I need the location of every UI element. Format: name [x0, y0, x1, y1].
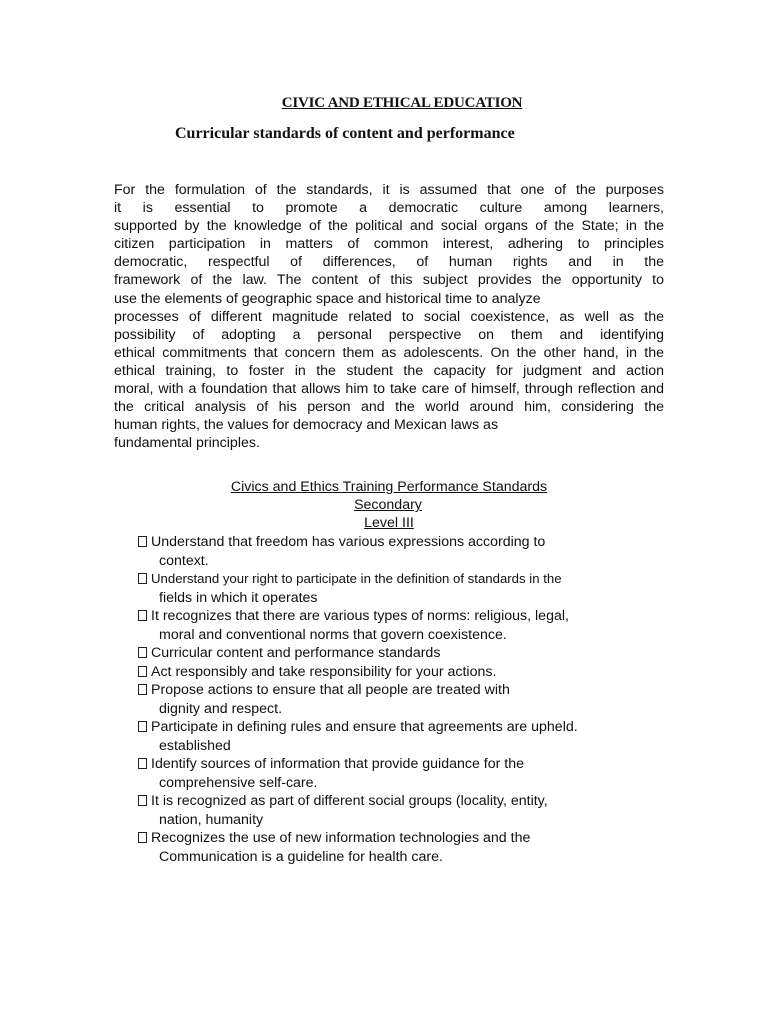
checkbox-bullet-icon: [138, 573, 147, 584]
section-heading: Civics and Ethics Training Performance Standards: [230, 479, 548, 495]
list-item: [138, 570, 698, 607]
intro-line: possibility of adopting a personal perspective on them and identifying: [114, 326, 664, 343]
level-group: Secondary: [354, 497, 422, 514]
document-subtitle: Curricular standards of content and performance: [175, 125, 515, 142]
list-item: [138, 829, 698, 866]
intro-line: ethical training, to foster in the student the capacity for judgment and action: [114, 362, 664, 379]
list-item: [138, 792, 698, 829]
standard-continuation: moral and conventional norms that govern coexistence.: [159, 626, 507, 643]
intro-line: framework of the law. The content of this subject provides the opportunity to: [114, 272, 664, 289]
intro-paragraph: [114, 181, 664, 452]
checkbox-bullet-icon: [138, 610, 147, 621]
standard-text: It recognizes that there are various types of norms: religious, legal,: [151, 608, 569, 624]
checkbox-bullet-icon: [138, 832, 147, 843]
list-item: [138, 755, 698, 792]
standards-heading-block: [0, 478, 768, 533]
intro-line: use the elements of geographic space and historical time to analyze: [114, 290, 541, 307]
standard-continuation: fields in which it operates: [159, 589, 318, 606]
list-item: [138, 681, 698, 718]
standard-continuation: nation, humanity: [159, 811, 264, 828]
intro-line: moral, with a foundation that allows him to take care of himself, through reflection and: [114, 381, 664, 398]
level-label: Level III: [364, 515, 414, 532]
checkbox-bullet-icon: [138, 684, 147, 695]
standard-continuation: dignity and respect.: [159, 700, 283, 717]
list-item: [138, 718, 698, 755]
standards-list: [138, 533, 698, 866]
document-title: CIVIC AND ETHICAL EDUCATION: [281, 95, 523, 111]
standard-continuation: Communication is a guideline for health care.: [159, 848, 443, 865]
standard-text: Understand your right to participate in the definition of standards in the: [151, 571, 562, 586]
standard-continuation: established: [159, 737, 231, 754]
intro-line: democratic, respectful of differences, of human rights and in the: [114, 254, 664, 271]
intro-line: fundamental principles.: [114, 435, 260, 452]
checkbox-bullet-icon: [138, 647, 147, 658]
standard-text: Recognizes the use of new information technologies and the: [151, 830, 531, 846]
list-item: [138, 607, 698, 644]
checkbox-bullet-icon: [138, 795, 147, 806]
intro-line: citizen participation in matters of common interest, adhering to principles: [114, 236, 664, 253]
list-item: [138, 533, 698, 570]
intro-line: supported by the knowledge of the political and social organs of the State; in the: [114, 218, 664, 235]
standard-text: Identify sources of information that provide guidance for the: [151, 756, 525, 772]
intro-line: ethical commitments that concern them as adolescents. On the other hand, in the: [114, 344, 664, 361]
checkbox-bullet-icon: [138, 536, 147, 547]
standard-continuation: context.: [159, 552, 209, 569]
intro-line: human rights, the values for democracy and Mexican laws as: [114, 417, 499, 434]
intro-line: it is essential to promote a democratic culture among learners,: [114, 200, 664, 217]
standard-text: Act responsibly and take responsibility for your actions.: [151, 663, 497, 680]
standard-text: It is recognized as part of different social groups (locality, entity,: [151, 793, 548, 809]
standard-text: Propose actions to ensure that all people are treated with: [151, 682, 510, 698]
checkbox-bullet-icon: [138, 666, 147, 677]
intro-line: For the formulation of the standards, it is assumed that one of the purposes: [114, 182, 664, 198]
list-item: [138, 663, 698, 682]
intro-line: processes of different magnitude related to social coexistence, as well as the: [114, 308, 664, 325]
list-item: [138, 644, 698, 663]
checkbox-bullet-icon: [138, 721, 147, 732]
standard-text: Understand that freedom has various expressions according to: [151, 534, 546, 550]
standard-text: Participate in defining rules and ensure that agreements are upheld.: [151, 719, 578, 735]
standard-continuation: comprehensive self-care.: [159, 774, 318, 791]
intro-line: the critical analysis of his person and the world around him, considering the: [114, 399, 664, 416]
checkbox-bullet-icon: [138, 758, 147, 769]
standard-text: Curricular content and performance standards: [151, 645, 441, 661]
